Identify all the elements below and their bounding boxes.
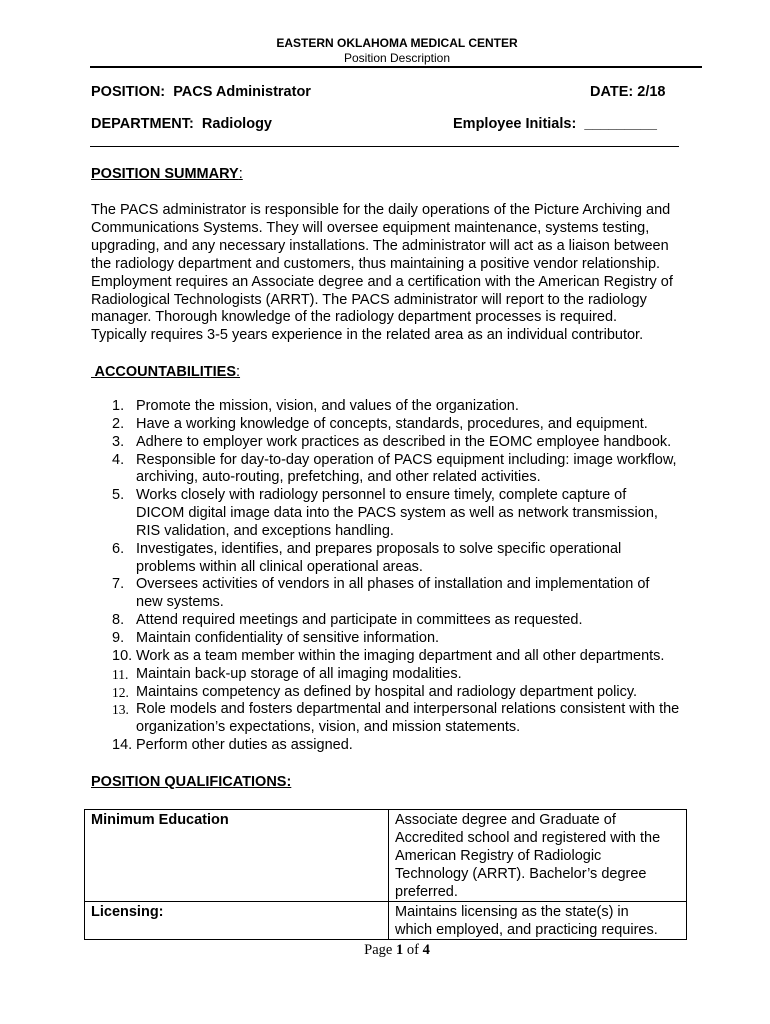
date-label: DATE: <box>590 84 634 100</box>
accountability-item <box>91 398 703 416</box>
item-number: 8. <box>112 612 125 629</box>
item-text-line: Maintain back-up storage of all imaging modalities. <box>136 665 462 682</box>
table-row <box>85 902 687 940</box>
item-text-line: Have a working knowledge of concepts, standards, procedures, and equipment. <box>136 415 648 432</box>
item-text-line: Promote the mission, vision, and values of the organization. <box>136 398 519 414</box>
item-number: 3. <box>112 433 125 450</box>
item-number: 10. <box>112 647 133 664</box>
summary-line: Typically requires 3-5 years experience in the related area as an individual contributor. <box>91 327 644 344</box>
qualification-key: Minimum Education <box>85 810 389 902</box>
position-label: POSITION: <box>91 84 166 100</box>
accountability-item <box>91 684 703 702</box>
item-text-line: archiving, auto-routing, prefetching, and other related activities. <box>136 469 541 486</box>
accountability-item <box>91 701 703 737</box>
item-text-line: Work as a team member within the imaging department and all other departments. <box>136 647 665 664</box>
accountabilities-list <box>91 398 703 755</box>
item-number: 12. <box>112 684 129 700</box>
item-text-line: Works closely with radiology personnel to ensure timely, complete capture of <box>136 487 627 504</box>
item-number: 7. <box>112 576 125 593</box>
value-line: Technology (ARRT). Bachelor’s degree <box>395 866 647 882</box>
accountability-item <box>91 452 703 488</box>
item-number: 4. <box>112 451 125 468</box>
qualification-key: Licensing: <box>85 902 389 940</box>
initials-blank: _________ <box>584 116 657 132</box>
accountability-item <box>91 434 703 452</box>
department-line <box>91 116 272 132</box>
summary-line: manager. Thorough knowledge of the radiology department processes is required. <box>91 309 618 326</box>
qualifications-table <box>84 809 687 940</box>
date-line <box>590 84 666 100</box>
summary-line: the radiology department and customers, thus maintaining a positive vendor relationship. <box>91 255 661 272</box>
item-text-line: Role models and fosters departmental and interpersonal relations consistent with the <box>136 701 680 718</box>
department-label: DEPARTMENT: <box>91 116 194 132</box>
qualification-value <box>389 902 687 940</box>
position-value: PACS Administrator <box>173 84 311 100</box>
item-text-line: organization’s expectations, vision, and mission statements. <box>136 719 521 736</box>
item-text-line: problems within all clinical operational areas. <box>136 558 423 575</box>
value-line: American Registry of Radiologic <box>395 848 602 864</box>
item-text-line: Perform other duties as assigned. <box>136 737 353 754</box>
summary-line: The PACS administrator is responsible for the daily operations of the Picture Archiving and <box>91 202 671 218</box>
summary-line: Employment requires an Associate degree and a certification with the American Registry of <box>91 273 673 290</box>
value-line: which employed, and practicing requires. <box>395 922 658 938</box>
value-line: Maintains licensing as the state(s) in <box>395 904 629 920</box>
item-text-line: Maintains competency as defined by hospital and radiology department policy. <box>136 683 638 700</box>
item-number: 11. <box>112 666 129 682</box>
item-text-line: Oversees activities of vendors in all phases of installation and implementation of <box>136 576 650 593</box>
employee-initials-line <box>453 116 657 132</box>
position-line <box>91 84 311 100</box>
accountability-item <box>91 416 703 434</box>
accountability-item <box>91 648 703 666</box>
value-line: Accredited school and registered with the <box>395 830 661 846</box>
item-text-line: DICOM digital image data into the PACS system as well as network transmission, <box>136 505 658 522</box>
qualification-value <box>389 810 687 902</box>
organization-name: EASTERN OKLAHOMA MEDICAL CENTER <box>276 36 518 50</box>
summary-line: Radiological Technologists (ARRT). The PACS administrator will report to the radiology <box>91 291 647 308</box>
summary-line: Communications Systems. They will oversee equipment maintenance, systems testing, <box>91 219 650 236</box>
info-divider <box>90 146 679 147</box>
item-number: 6. <box>112 540 125 557</box>
value-line: Associate degree and Graduate of <box>395 812 616 828</box>
header-divider <box>90 66 702 68</box>
page-of: of <box>406 942 419 958</box>
summary-paragraph <box>91 202 703 345</box>
item-text-line: Maintain confidentiality of sensitive information. <box>136 629 440 646</box>
summary-line: upgrading, and any necessary installations. The administrator will act as a liaison between <box>91 237 669 254</box>
item-number: 9. <box>112 629 125 646</box>
item-number: 14. <box>112 737 133 754</box>
page-prefix: Page <box>364 942 393 958</box>
summary-heading: POSITION SUMMARY: <box>91 166 243 182</box>
item-text-line: Attend required meetings and participate in committees as requested. <box>136 612 583 629</box>
qualifications-heading: POSITION QUALIFICATIONS: <box>91 774 292 790</box>
page-footer <box>0 942 770 959</box>
item-text-line: Responsible for day-to-day operation of PACS equipment including: image workflow, <box>136 451 677 468</box>
accountability-item <box>91 487 703 541</box>
date-value: 2/18 <box>637 84 666 100</box>
table-row <box>85 810 687 902</box>
accountability-item <box>91 612 703 630</box>
accountability-item <box>91 737 703 755</box>
page-total: 4 <box>422 942 430 958</box>
item-number: 2. <box>112 415 125 432</box>
item-text-line: RIS validation, and exceptions handling. <box>136 522 394 539</box>
value-line: preferred. <box>395 884 458 900</box>
document-subtitle: Position Description <box>343 51 451 65</box>
accountability-item <box>91 666 703 684</box>
item-text-line: new systems. <box>136 594 224 611</box>
item-number: 13. <box>112 702 129 718</box>
accountability-item <box>91 576 703 612</box>
item-number: 1. <box>112 398 125 414</box>
item-text-line: Investigates, identifies, and prepares proposals to solve specific operational <box>136 540 622 557</box>
department-value: Radiology <box>201 116 272 132</box>
initials-label: Employee Initials: <box>453 116 577 132</box>
accountability-item <box>91 630 703 648</box>
item-text-line: Adhere to employer work practices as described in the EOMC employee handbook. <box>136 433 672 450</box>
item-number: 5. <box>112 487 125 504</box>
page-current: 1 <box>395 942 404 958</box>
accountabilities-heading: ACCOUNTABILITIES: <box>91 364 241 380</box>
accountability-item <box>91 541 703 577</box>
